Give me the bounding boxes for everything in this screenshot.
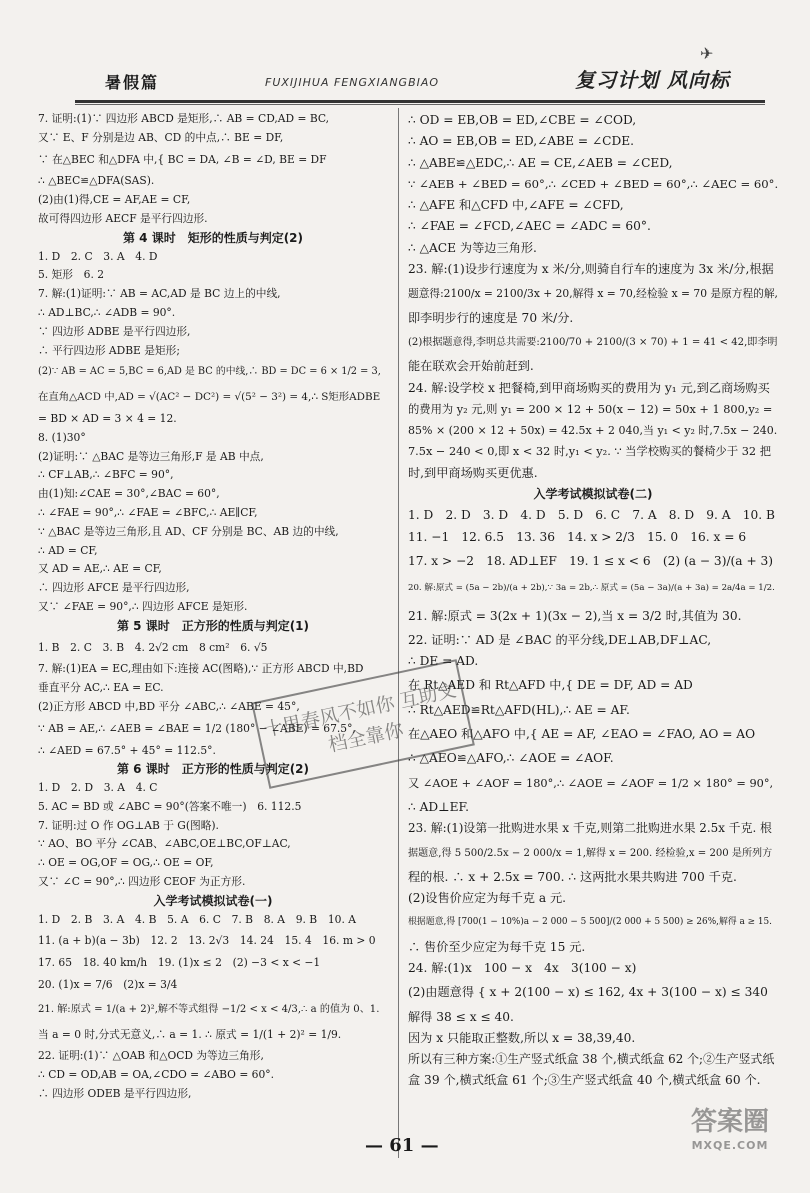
left-answer-line: 17. 65 18. 40 km/h 19. (1)x ≤ 2 (2) −3 < x < −1 [38,956,321,970]
right-answer-line: ∴ AD⊥EF. [408,799,469,814]
left-answer-line: 又∵ ∠FAE = 90°,∴ 四边形 AFCE 是矩形. [38,599,248,613]
logo-domain: MXQE.COM [691,1139,769,1152]
left-answer-line: 1. B 2. C 3. B 4. 2√2 cm 8 cm² 6. √5 [38,640,268,654]
left-answer-line: 第 5 课时 正方形的性质与判定(1) [116,618,310,633]
left-answer-line: = BD × AD = 3 × 4 = 12. [38,411,177,425]
left-answer-line: 5. 矩形 6. 2 [38,268,105,282]
right-answer-line: ∴ △AEO≌△AFO,∴ ∠AOE = ∠AOF. [408,751,614,766]
left-answer-line: 20. (1)x = 7/6 (2)x = 3/4 [38,978,178,992]
left-answer-line: 7. 解:(1)EA = EC,理由如下:连接 AC(图略),∵ 正方形 ABCD 中,BD [38,662,364,676]
left-answer-line: ∴ △BEC≌△DFA(SAS). [38,174,155,188]
right-answer-line: ∴ DE = AD. [408,654,479,669]
left-answer-line: (2)∵ AB = AC = 5,BC = 6,AD 是 BC 的中线,∴ BD = DC = 6 × 1/2 = 3, [38,366,381,378]
left-answer-line: 11. (a + b)(a − 3b) 12. 2 13. 2√3 14. 24 15. 4 16. m > 0 [38,934,376,948]
logo-text: 答案圈 [690,1107,769,1137]
left-answer-line: ∴ AD = CF, [38,543,98,557]
right-answer-line: ∴ △ABE≌△EDC,∴ AE = CE,∠AEB = ∠CED, [408,155,673,170]
left-answer-line: 又 AD = AE,∴ AE = CF, [38,562,162,576]
left-answer-line: ∴ CD = OD,AB = OA,∠CDO = ∠ABO = 60°. [38,1068,275,1082]
left-answer-line: 7. 证明:(1)∵ 四边形 ABCD 是矩形,∴ AB = CD,AD = BC, [38,112,330,125]
left-answer-line: 1. D 2. B 3. A 4. B 5. A 6. C 7. B 8. A 9. B 10. A [38,912,356,926]
left-answer-line: 7. 证明:过 O 作 OG⊥AB 于 G(图略). [38,818,219,832]
right-answer-line: 在 Rt△AED 和 Rt△AFD 中,{ DE = DF, AD = AD [408,678,693,693]
right-answer-line: 题意得:2100/x = 2100/3x + 20,解得 x = 70,经检验 x = 70 是原方程的解, [408,287,778,301]
left-answer-line: 故可得四边形 AECF 是平行四边形. [38,211,208,225]
header-brand: 复习计划 风向标 [575,68,730,92]
right-answer-line: ∴ ∠FAE = ∠FCD,∠AEC = ∠ADC = 60°. [408,219,651,234]
left-answer-line: ∴ 平行四边形 ADBE 是矩形; [38,343,180,357]
right-answer-line: 11. −1 12. 6.5 13. 36 14. x > 2/3 15. 0 16. x = 6 [408,529,747,544]
right-answer-line: 据题意,得 5 500/2.5x − 2 000/x = 1,解得 x = 200. 经检验,x = 200 是所列方 [408,847,773,859]
right-answer-line: 在△AEO 和△AFO 中,{ AE = AF, ∠EAO = ∠FAO, AO = AO [408,727,756,742]
right-answer-line: 23. 解:(1)设第一批购进水果 x 千克,则第二批购进水果 2.5x 千克. 根 [408,821,772,836]
right-answer-line: 时,到甲商场购买更优惠. [408,465,538,480]
left-answer-line: (2)证明:∵ △BAC 是等边三角形,F 是 AB 中点, [38,449,264,463]
left-answer-line: 第 6 课时 正方形的性质与判定(2) [116,762,310,777]
left-answer-line: (2)由(1)得,CE = AF,AE = CF, [38,193,191,207]
right-answer-line: 所以有三种方案:①生产竖式纸盒 38 个,横式纸盒 62 个;②生产竖式纸 [408,1052,775,1067]
page-number: — 61 — [365,1135,439,1156]
right-answer-line: (2)根据题意得,李明总共需要:2100/70 + 2100/(3 × 70) + 1 = 41 < 42,即李明 [408,336,778,348]
right-answer-line: (2)设售价应定为每千克 a 元. [408,891,567,906]
left-answer-line: 8. (1)30° [38,430,86,444]
left-answer-line: 21. 解:原式 = 1/(a + 2)²,解不等式组得 −1/2 < x < 4/3,∴ a 的值为 0、1. [38,1003,380,1015]
right-answer-line: 21. 解:原式 = 3(2x + 1)(3x − 2),当 x = 3/2 时,其值为 30. [408,608,742,623]
right-column [408,110,778,1092]
left-answer-line: 当 a = 0 时,分式无意义,∴ a = 1. ∴ 原式 = 1/(1 + 2)² = 1/9. [38,1027,342,1041]
column-divider [398,108,399,1158]
right-answer-line: (2)由题意得 { x + 2(100 − x) ≤ 162, 4x + 3(100 − x) ≤ 340 [408,985,768,1000]
right-answer-line: 7.5x − 240 < 0,即 x < 32 时,y₁ < y₂. ∵ 当学校购买的餐椅少于 32 把 [408,445,771,459]
right-answer-line: 入学考试模拟试卷(二) [533,487,653,502]
right-answer-line: 20. 解:原式 = (5a − 2b)/(a + 2b),∵ 3a = 2b,∴ 原式 = (5a − 3a)/(a + 3a) = 2a/4a = 1/2. [408,583,775,594]
left-answer-line: 垂直平分 AC,∴ EA = EC. [38,681,164,695]
left-answer-line: 7. 解:(1)证明:∵ AB = AC,AD 是 BC 边上的中线, [38,287,281,301]
left-answer-line: 5. AC = BD 或 ∠ABC = 90°(答案不唯一) 6. 112.5 [38,799,302,813]
left-answer-line: 又∵ ∠C = 90°,∴ 四边形 CEOF 为正方形. [38,875,246,889]
right-answer-line: ∴ AO = EB,OB = ED,∠ABE = ∠CDE. [408,134,635,149]
right-answer-line: 因为 x 只能取正整数,所以 x = 38,39,40. [408,1030,636,1045]
left-answer-line: ∵ 在△BEC 和△DFA 中,{ BC = DA, ∠B = ∠D, BE = DF [38,152,327,166]
left-answer-line: ∵ AO、BO 平分 ∠CAB、∠ABC,OE⊥BC,OF⊥AC, [38,837,291,851]
left-answer-line: ∵ AB = AE,∴ ∠AEB = ∠BAE = 1/2 (180° − ∠ABE) = 67.5°, [38,721,356,735]
header-left-title: 暑假篇 [105,73,160,92]
right-answer-line: 即李明步行的速度是 70 米/分. [408,310,574,325]
right-answer-line: 的费用为 y₂ 元,则 y₁ = 200 × 12 + 50(x − 12) = 50x + 1 800,y₂ = [408,402,773,416]
header-rule [75,100,765,103]
left-answer-line: ∵ 四边形 ADBE 是平行四边形, [38,324,191,338]
right-answer-line: 85% × (200 × 12 + 50x) = 42.5x + 2 040,当 y₁ < y₂ 时,7.5x − 240. [408,424,778,438]
right-answer-line: ∵ ∠AEB + ∠BED = 60°,∴ ∠CED + ∠BED = 60°,∴ ∠AEC = 60°. [408,176,779,191]
right-answer-line: 程的根. ∴ x + 2.5x = 700. ∴ 这两批水果共购进 700 千克. [408,869,737,884]
left-column [38,110,388,1104]
left-answer-line: 1. D 2. C 3. A 4. D [38,249,158,263]
left-answer-line: ∴ 四边形 ODEB 是平行四边形, [38,1087,192,1101]
left-answer-line: 由(1)知:∠CAE = 30°,∠BAC = 60°, [38,487,220,501]
right-answer-line: 24. 解:设学校 x 把餐椅,到甲商场购买的费用为 y₁ 元,到乙商场购买 [408,380,770,395]
left-answer-line: 1. D 2. D 3. A 4. C [38,781,158,795]
left-answer-line: 在直角△ACD 中,AD = √(AC² − DC²) = √(5² − 3²) = 4,∴ S矩形ADBE [38,391,381,404]
right-answer-line: 能在联欢会开始前赶到. [408,359,534,374]
right-answer-line: 又 ∠AOE + ∠AOF = 180°,∴ ∠AOE = ∠AOF = 1/2 × 180° = 90°, [408,776,774,790]
right-answer-line: 解得 38 ≤ x ≤ 40. [408,1009,514,1024]
right-answer-line: ∴ Rt△AED≌Rt△AFD(HL),∴ AE = AF. [408,702,630,717]
site-logo [680,1105,780,1175]
left-answer-line: (2)正方形 ABCD 中,BD 平分 ∠ABC,∴ ∠ABE = 45°, [38,699,300,713]
page-header [75,62,765,102]
plane-icon: ✈ [700,44,714,63]
left-answer-line: 入学考试模拟试卷(一) [153,893,273,908]
right-answer-line: 23. 解:(1)设步行速度为 x 米/分,则骑自行车的速度为 3x 米/分,根据 [408,262,774,277]
left-answer-line: ∴ AD⊥BC,∴ ∠ADB = 90°. [38,305,176,319]
right-answer-line: ∴ 售价至少应定为每千克 15 元. [408,939,586,954]
right-answer-line: 24. 解:(1)x 100 − x 4x 3(100 − x) [408,960,637,975]
right-answer-line: 22. 证明:∵ AD 是 ∠BAC 的平分线,DE⊥AB,DF⊥AC, [408,632,712,647]
left-answer-line: 又∵ E、F 分别是边 AB、CD 的中点,∴ BE = DF, [38,130,284,144]
right-answer-line: 根据题意,得 [700(1 − 10%)a − 2 000 − 5 500]/(2 000 + 5 500) ≥ 26%,解得 a ≥ 15. [408,917,773,928]
watermark-stamp: 十里春风不如你 互助文档全靠你 [251,659,475,789]
left-answer-line: ∴ CF⊥AB,∴ ∠BFC = 90°, [38,468,174,482]
left-answer-line: ∵ △BAC 是等边三角形,且 AD、CF 分别是 BC、AB 边的中线, [38,524,339,538]
left-answer-line: 22. 证明:(1)∵ △OAB 和△OCD 为等边三角形, [38,1049,264,1063]
right-answer-line: ∴ OD = EB,OB = ED,∠CBE = ∠COD, [408,113,637,127]
header-pinyin: FUXIJIHUA FENGXIANGBIAO [265,76,440,89]
right-answer-line: ∴ △AFE 和△CFD 中,∠AFE = ∠CFD, [408,198,624,213]
left-answer-line: ∴ OE = OG,OF = OG,∴ OE = OF, [38,856,214,870]
left-answer-line: ∴ 四边形 AFCE 是平行四边形, [38,581,190,595]
right-answer-line: 1. D 2. D 3. D 4. D 5. D 6. C 7. A 8. D 9. A 10. B [408,508,775,523]
right-answer-line: 17. x > −2 18. AD⊥EF 19. 1 ≤ x < 6 (2) (a − 3)/(a + 3) [408,553,774,568]
left-answer-line: 第 4 课时 矩形的性质与判定(2) [122,230,304,245]
right-answer-line: 盒 39 个,横式纸盒 61 个;③生产竖式纸盒 40 个,横式纸盒 60 个. [408,1073,761,1088]
left-answer-line: ∴ ∠AED = 67.5° + 45° = 112.5°. [38,743,216,757]
left-answer-line: ∴ ∠FAE = 90°,∴ ∠FAE = ∠BFC,∴ AE∥CF, [38,505,258,519]
right-answer-line: ∴ △ACE 为等边三角形. [408,240,537,255]
header-rule-thin [75,104,765,105]
